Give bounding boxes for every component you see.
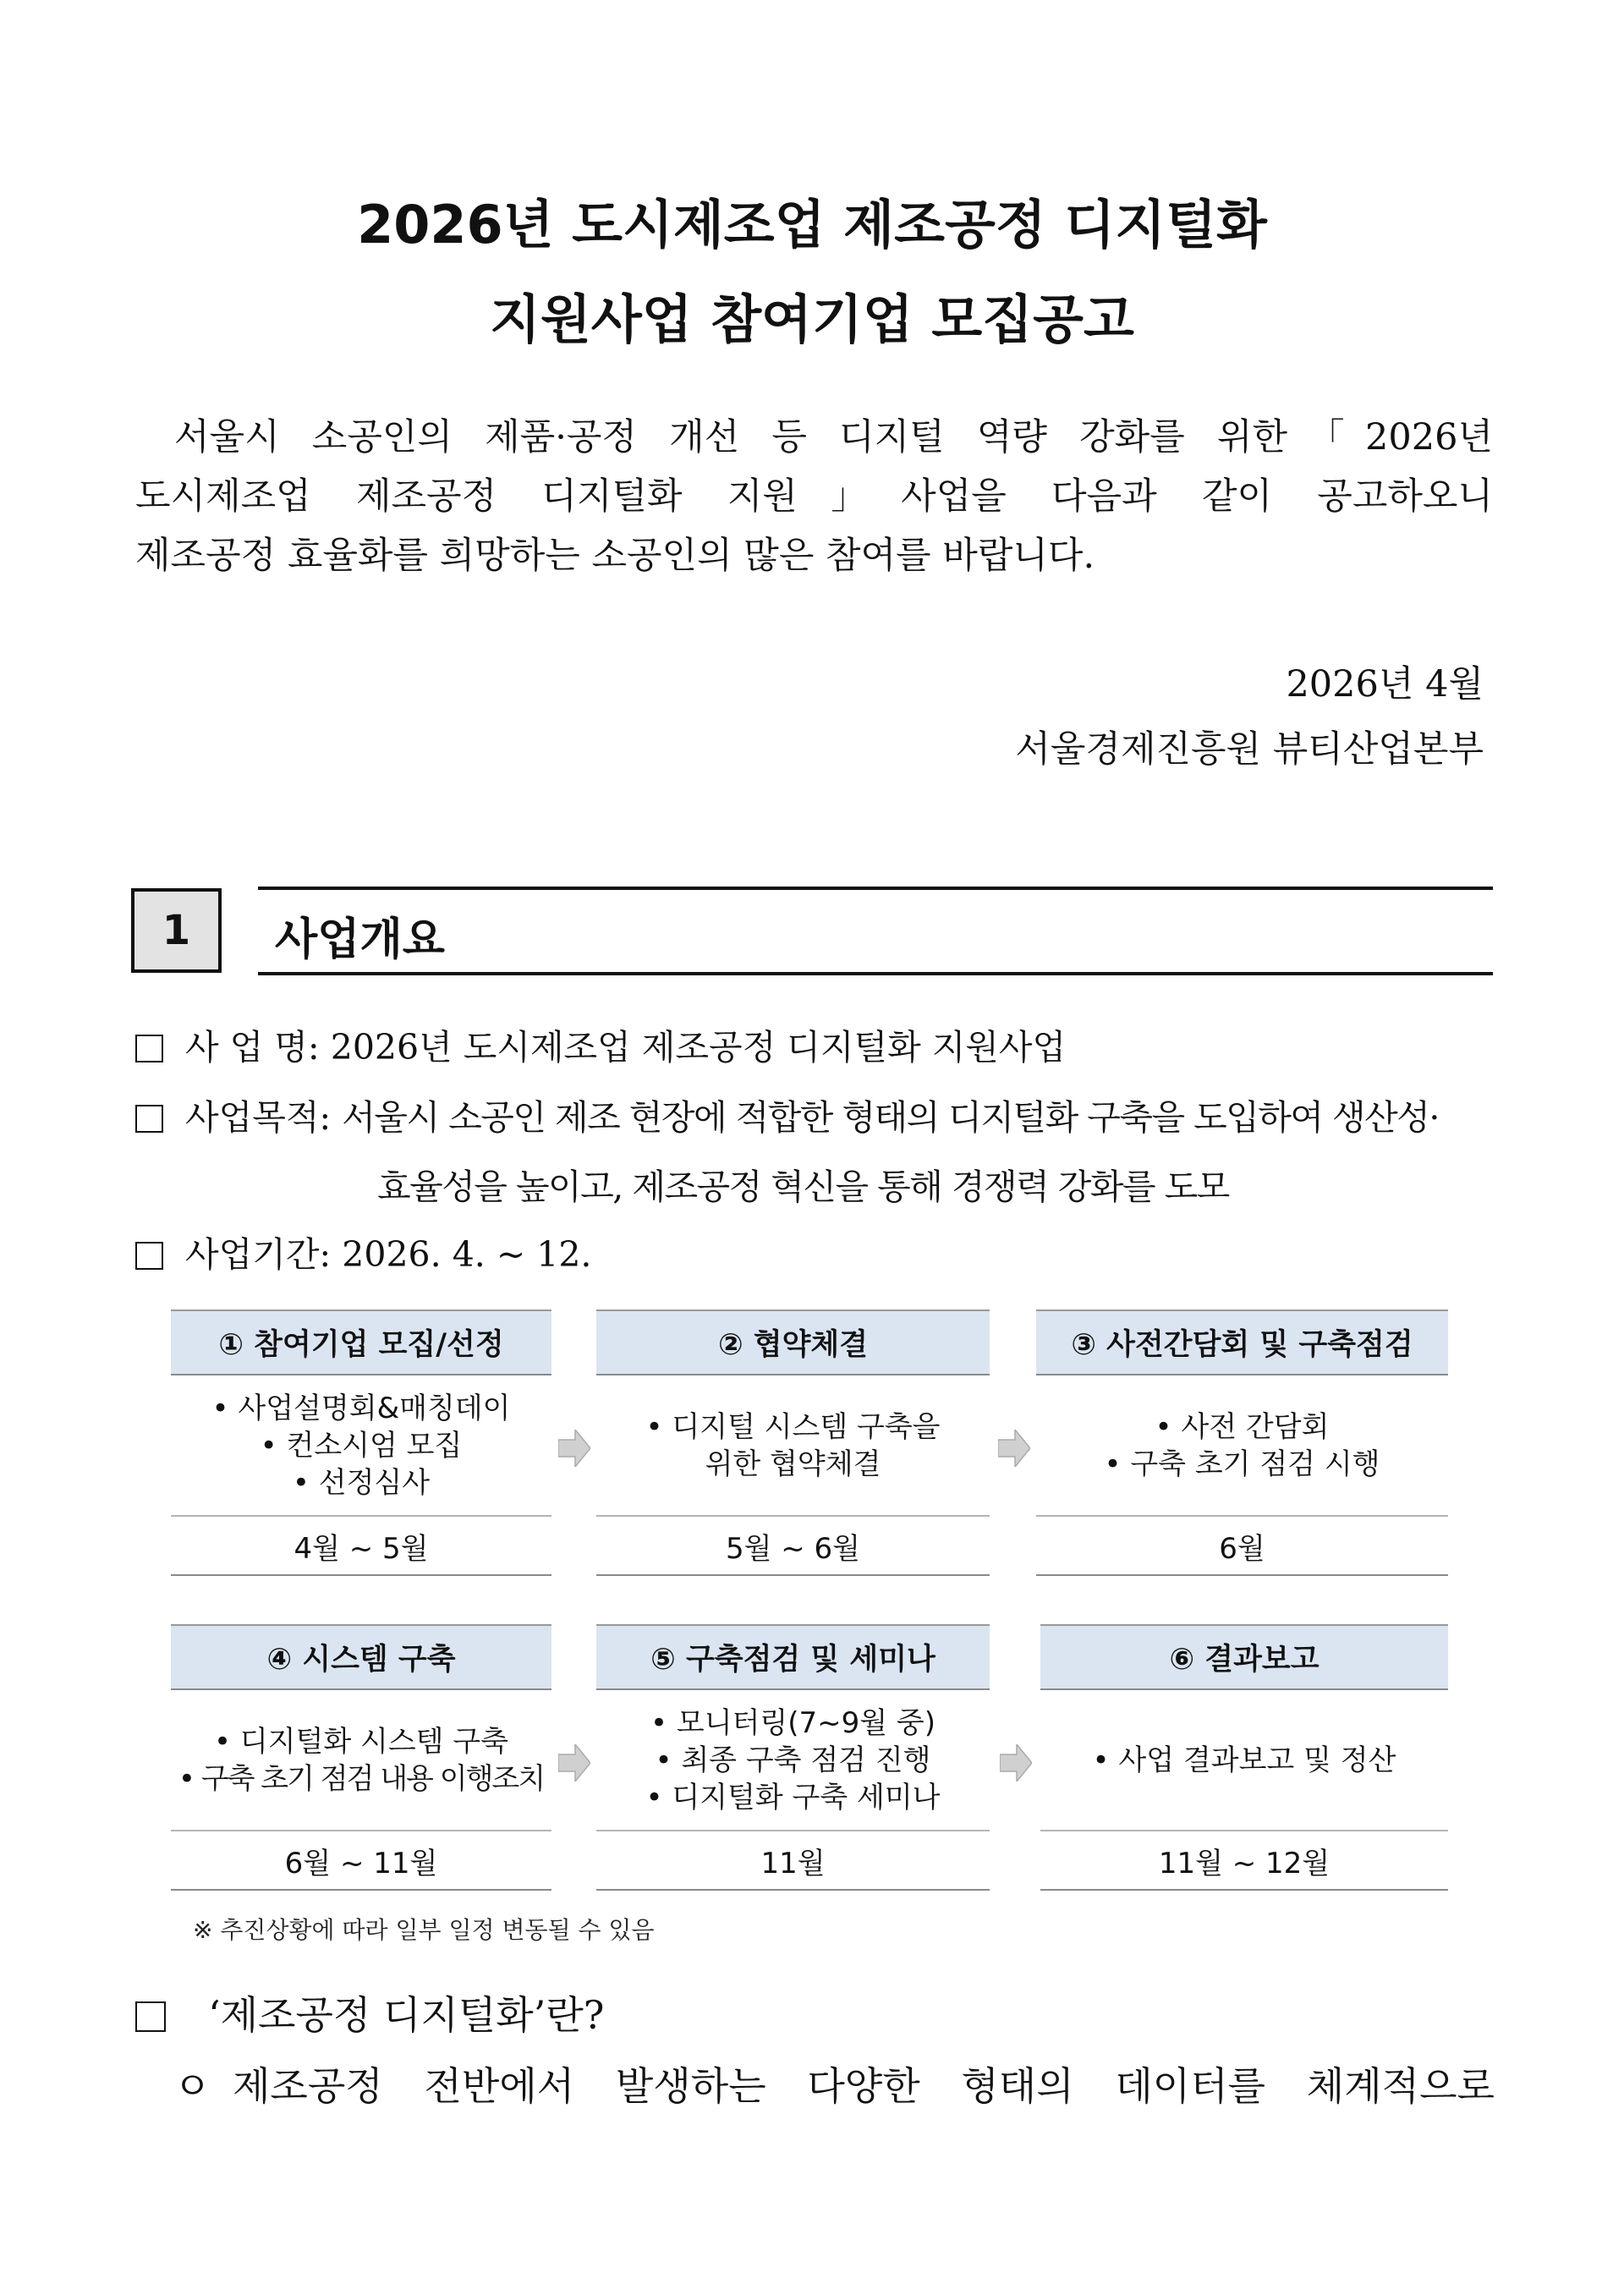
arrow-right-icon — [558, 1744, 590, 1782]
checkbox-square-icon — [135, 1242, 163, 1270]
process-step-3 — [1036, 1309, 1448, 1576]
document-title — [0, 178, 1624, 367]
step-period: 5월 ~ 6월 — [596, 1515, 990, 1576]
schedule-note: ※ 추진상황에 따라 일부 일정 변동될 수 있음 — [193, 1916, 655, 1944]
title-line-2: 지원사업 참여기업 모집공고 — [490, 288, 1134, 350]
step-period: 6월 — [1036, 1515, 1448, 1576]
definition-bullet: ㅇ — [173, 2063, 211, 2109]
intro-paragraph — [135, 408, 1493, 585]
title-line-1: 2026년 도시제조업 제조공정 디지털화 — [357, 194, 1267, 255]
definition-heading-text: ‘제조공정 디지털화’란? — [208, 1992, 605, 2038]
step-period: 11월 ~ 12월 — [1040, 1830, 1448, 1891]
checkbox-square-icon — [135, 1105, 163, 1133]
step-title: ⑤ 구축점검 및 세미나 — [596, 1624, 990, 1690]
checkbox-square-icon — [135, 1035, 163, 1062]
step-details — [171, 1375, 551, 1515]
section-rule-bottom — [258, 972, 1493, 975]
overview-item-purpose — [135, 1090, 1439, 1139]
section-number-box: 1 — [131, 888, 222, 973]
step-bullet: 위한 협약체결 — [705, 1447, 881, 1481]
step-bullet: • 최종 구축 점검 진행 — [655, 1743, 931, 1777]
process-step-1 — [171, 1309, 551, 1576]
section-rule-top — [258, 887, 1493, 890]
step-title: ① 참여기업 모집/선정 — [171, 1309, 551, 1375]
step-bullet: • 선정심사 — [292, 1465, 431, 1500]
step-details — [1036, 1375, 1448, 1515]
process-step-2 — [596, 1309, 990, 1576]
arrow-right-icon — [558, 1430, 590, 1467]
checkbox-square-icon — [135, 2001, 166, 2032]
issuing-organization: 서울경제진흥원 뷰티산업본부 — [1015, 728, 1484, 771]
step-details — [171, 1690, 551, 1830]
step-details — [596, 1690, 990, 1830]
step-title: ③ 사전간담회 및 구축점검 — [1036, 1309, 1448, 1375]
step-details — [596, 1375, 990, 1515]
arrow-right-icon — [1000, 1744, 1032, 1782]
section-title: 사업개요 — [275, 914, 445, 965]
step-bullet: • 디지털화 구축 세미나 — [645, 1780, 941, 1815]
period-label: 사업기간: — [185, 1234, 332, 1275]
period-value: 2026. 4. ~ 12. — [342, 1234, 592, 1275]
intro-line-3: 제조공정 효율화를 희망하는 소공인의 많은 참여를 바랍니다. — [135, 535, 1095, 577]
arrow-right-icon — [998, 1430, 1030, 1467]
overview-item-name — [135, 1019, 1066, 1069]
intro-line-1: 서울시 소공인의 제품·공정 개선 등 디지털 역량 강화를 위한「2026년 — [174, 416, 1493, 458]
overview-item-period — [135, 1227, 591, 1277]
step-period: 11월 — [596, 1830, 990, 1891]
definition-text: 제조공정 전반에서 발생하는 다양한 형태의 데이터를 체계적으로 — [233, 2063, 1495, 2109]
step-bullet: • 사업 결과보고 및 정산 — [1092, 1743, 1396, 1777]
purpose-label: 사업목적: — [185, 1097, 332, 1138]
purpose-value: 서울시 소공인 제조 현장에 적합한 형태의 디지털화 구축을 도입하여 생산성· — [342, 1097, 1439, 1138]
definition-body — [173, 2056, 1495, 2111]
step-title: ④ 시스템 구축 — [171, 1624, 551, 1690]
step-bullet: • 디지털화 시스템 구축 — [213, 1724, 509, 1759]
announcement-date: 2026년 4월 — [1286, 663, 1484, 706]
process-step-4 — [171, 1624, 551, 1891]
step-bullet: • 사업설명회&매칭데이 — [211, 1391, 511, 1425]
process-step-5 — [596, 1624, 990, 1891]
step-title: ⑥ 결과보고 — [1040, 1624, 1448, 1690]
step-bullet: • 컨소시엄 모집 — [260, 1428, 463, 1463]
step-period: 6월 ~ 11월 — [171, 1830, 551, 1891]
definition-heading — [135, 1985, 604, 2040]
name-label: 사 업 명: — [185, 1027, 320, 1068]
step-title: ② 협약체결 — [596, 1309, 990, 1375]
name-value: 2026년 도시제조업 제조공정 디지털화 지원사업 — [330, 1027, 1067, 1068]
step-bullet: • 모니터링(7~9월 중) — [650, 1705, 935, 1740]
purpose-value-continued: 효율성을 높이고, 제조공정 혁신을 통해 경쟁력 강화를 도모 — [377, 1167, 1229, 1207]
step-bullet: • 구축 초기 점검 시행 — [1104, 1447, 1380, 1481]
process-step-6 — [1040, 1624, 1448, 1891]
step-bullet: • 디지털 시스템 구축을 — [645, 1409, 941, 1444]
step-details — [1040, 1690, 1448, 1830]
step-period: 4월 ~ 5월 — [171, 1515, 551, 1576]
step-bullet: • 구축 초기 점검 내용 이행조치 — [178, 1761, 545, 1796]
intro-line-2: 도시제조업 제조공정 디지털화 지원」사업을 다음과 같이 공고하오니 — [135, 475, 1493, 518]
step-bullet: • 사전 간담회 — [1155, 1409, 1330, 1444]
